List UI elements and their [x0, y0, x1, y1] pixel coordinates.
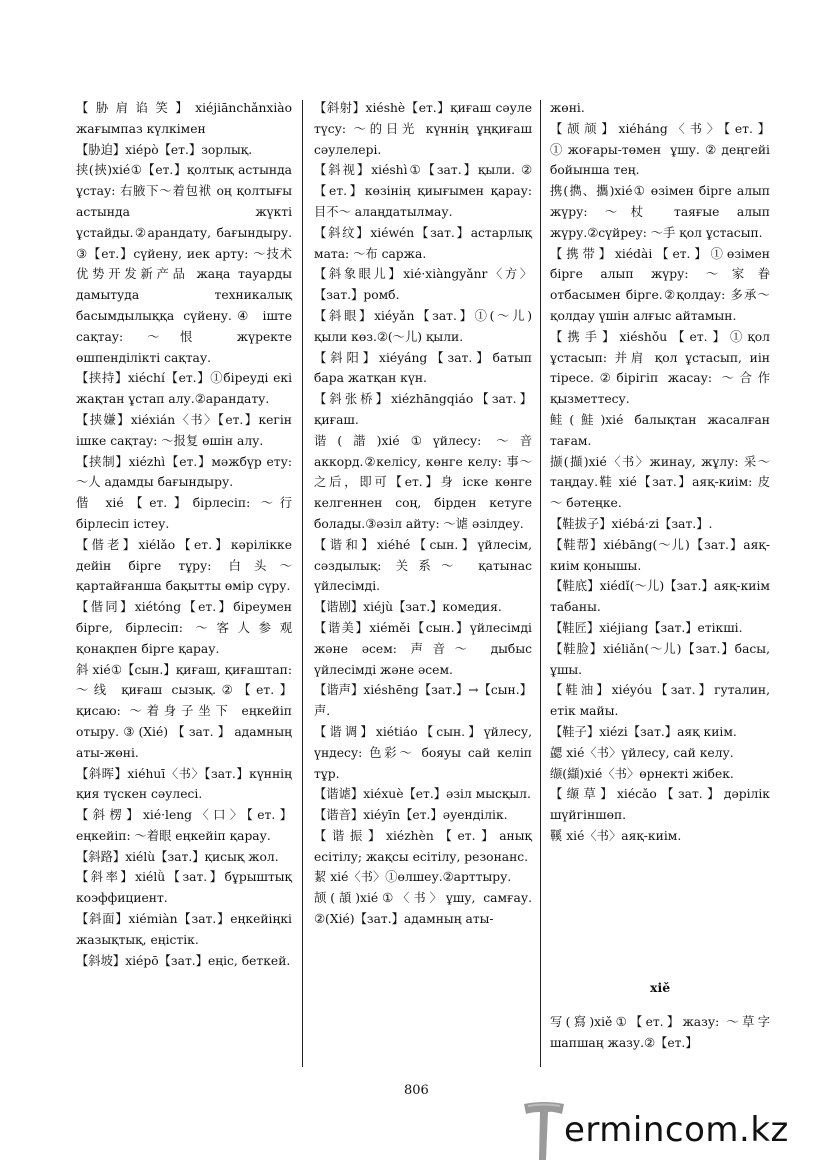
dictionary-entry: 【挟持】xiéchí【ет.】①біреуді екі жақтан ұстап алу.②арандату. — [76, 371, 292, 407]
dictionary-entry: 【谐剧】xiéjù【зат.】комедия. — [314, 600, 502, 615]
dictionary-entry: 【谐振】xiézhèn【ет.】анық есітілу; жақсы есітілу, резонанс. — [314, 828, 532, 864]
dictionary-entry: 【谐声】xiéshēng【зат.】→【сын.】声. — [314, 683, 532, 719]
dictionary-entry: 【斜率】xiélǜ【зат.】бұрыштық коэффициент. — [76, 870, 292, 906]
dictionary-entry: 【谐音】xiéyīn【ет.】әуенділік. — [314, 808, 508, 823]
dictionary-entry: 写(寫)xiě①【ет.】жазу: ～草字 шапшаң жазу.②【ет.】 — [550, 1015, 770, 1050]
dictionary-entry: 斜 xié①【сын.】қиғаш, қиғаштап: ～线 қиғаш сызық.②【ет.】қисаю: ～着身子坐下 еңкейіп отыру.③(Xié)【зат.】адамның аты-жөні. — [76, 662, 292, 760]
dictionary-entry: 【携手】xiéshǒu【ет.】①қол ұстасып: 并肩 қол ұстасып, иін тіресе.②бірігіп жасау: ～合作 қызметтесу. — [550, 329, 770, 407]
dictionary-entry: 【斜路】xiélù【зат.】қисық жол. — [76, 849, 279, 864]
dictionary-entry: 【胁肩谄笑】xiéjiānchǎnxiào жағымпаз күлкімен — [76, 101, 292, 136]
dictionary-entry: 勰 xié〈书〉үйлесу, сай келу. — [550, 745, 734, 760]
dictionary-entry: 【挟制】xiézhì【ет.】мәжбүр ету: ～人 адамды бағындыру. — [76, 454, 292, 490]
dictionary-entry: 絜 xié〈书〉①өлшеу.②арттыру. — [314, 870, 512, 885]
section-entry-block — [550, 1012, 770, 1054]
dictionary-entry: 【鞋脸】xiéliǎn(～儿)【зат.】басы, ұшы. — [550, 641, 770, 677]
logo-text: ermincom.kz — [564, 1110, 789, 1150]
dictionary-entry: 鲑(鮭)xié балықтан жасалған тағам. — [550, 412, 770, 448]
dictionary-entry: 【偕同】xiétóng【ет.】біреумен бірге, бірлесіп: ～客人参观 қонақпен бірге қарау. — [76, 600, 292, 656]
site-logo — [522, 1100, 822, 1164]
page-number: 806 — [404, 1083, 429, 1098]
dictionary-entry: 【谐和】xiéhé【сын.】үйлесім, сәздылық: 关系～ қатынас үйлесімді. — [314, 537, 532, 594]
dictionary-entry: 颉(頡)xié①〈书〉ұшу, самғау. ②(Xié)【зат.】адамның аты- — [314, 891, 532, 927]
dictionary-entry: 【斜纹】xiéwén【зат.】астарлық мата: ～布 саржа. — [314, 225, 532, 261]
dictionary-entry: 【斜射】xiéshè【ет.】қиғаш сәуле түсу: ～的日光 күннің ұңқиғаш сәулелері. — [314, 101, 532, 157]
dictionary-entry: 【鞋子】xiézi【зат.】аяқ киім. — [550, 724, 737, 739]
dictionary-entry: жөні. — [550, 101, 585, 115]
dictionary-entry: 【鞋底】xiédǐ(～儿)【зат.】аяқ-киім табаны. — [550, 579, 770, 615]
dictionary-entry: 谐(諧)xié①үйлесу: ～音 аккорд.②келісу, көнге келу: 事～之后，即可【ет.】身 іске көнге келгеннен соң, бірден кетуге болады.③әзіл айту: ～谑 әзілдеу. — [314, 433, 532, 531]
dictionary-entry: 【谐调】xiétiáo【сын.】үйлесу, үндесу: 色彩～ бояуы сай келіп тұр. — [314, 724, 532, 781]
column-divider — [540, 100, 541, 1067]
column-middle — [314, 98, 532, 930]
dictionary-entry: 【鞋帮】xiébāng(～儿)【зат.】аяқ-киім қонышы. — [550, 537, 770, 573]
dictionary-entry: 【斜象眼儿】xié·xiàngyǎnr〈方〉【зат.】ромб. — [314, 267, 532, 303]
dictionary-entry: 【缬草】xiécǎo【зат.】дәрілік шүйгіншөп. — [550, 787, 770, 823]
column-divider — [302, 100, 303, 1067]
logo-t-icon — [522, 1100, 566, 1162]
section-heading: xiě — [650, 980, 671, 995]
dictionary-entry: 【斜晖】xiéhuī〈书〉【зат.】күннің қия түскен сәулесі. — [76, 766, 292, 802]
dictionary-entry: 缬(纈)xié〈书〉өрнекті жібек. — [550, 766, 734, 781]
dictionary-entry: 【鞋匠】xiéjiang【зат.】етікші. — [550, 620, 743, 635]
dictionary-entry: 【偕老】xiélǎo【ет.】кәрілікке дейін бірге тұру: 白头～ қартайғанша бақытты өмір сүру. — [76, 537, 292, 594]
dictionary-entry: 【斜坡】xiépō【зат.】еңіс, беткей. — [76, 953, 291, 968]
dictionary-entry: 【斜视】xiéshì①【зат.】қыли. ②【ет.】көзінің қиығымен қарау: 目不～ алаңдатылмау. — [314, 163, 532, 219]
dictionary-entry: 【鞋拔子】xiébá·zi【зат.】. — [550, 516, 713, 531]
dictionary-entry: 【胁迫】xiépò【ет.】зорлық. — [76, 142, 253, 157]
dictionary-entry: 【斜阳】xiéyáng【зат.】батып бара жатқан күн. — [314, 350, 532, 386]
dictionary-entry: 【颉颃】xiéháng〈书〉【ет.】①жоғары-төмен ұшу.②деңгейі бойынша тең. — [550, 121, 770, 178]
dictionary-entry: 携(擕、攜)xié① өзімен бірге алып жүру: ～杖 таяғые алып жүру.②сүйреу: ～手 қол ұстасып. — [550, 184, 770, 240]
dictionary-entry: 【斜眼】xiéyǎn【зат.】①(～儿) қыли көз.②(～儿) қыли. — [314, 308, 532, 344]
dictionary-entry: 【谐美】xiéměi【сын.】үйлесімді және әсем: 声音～ дыбыс үйлесімді және әсем. — [314, 620, 532, 677]
column-right — [550, 98, 770, 847]
dictionary-entry: 挟(挾)xié①【ет.】қолтық астында ұстау: 右腋下～着包袱 оң қолтығы астында жүкті ұстайды.②арандату, бағындыру. ③【ет.】сүйену, иек арту: ～技术优势开发新产品 жаңа тауарды дамытуда техникалық басымдылыққа сүйену.④ іште сақтау: ～恨 жүректе өшпенділікті сақтау. — [76, 163, 292, 365]
dictionary-entry: 撷(擷)xié〈书〉жинау, жұлу: 采～ таңдау.鞋 xié【зат.】аяқ-киім: 皮～ бәтеңке. — [550, 454, 770, 511]
dictionary-entry: 【挟嫌】xiéxián〈书〉【ет.】кегін ішке сақтау: ～报复 өшін алу. — [76, 412, 292, 448]
dictionary-entry: 【谐谑】xiéxuè【ет.】әзіл мысқыл. — [314, 787, 531, 802]
dictionary-entry: 【鞋油】xiéyóu【зат.】гуталин, етік майы. — [550, 683, 770, 719]
column-left — [76, 98, 292, 971]
dictionary-entry: 偕 xié【ет.】бірлесіп: ～行 бірлесіп істеу. — [76, 496, 292, 531]
dictionary-entry: 【斜面】xiémiàn【зат.】еңкейіңкі жазықтық, еңістік. — [76, 912, 292, 947]
dictionary-entry: 【携带】xiédài【ет.】①өзімен бірге алып жүру: ～家眷 отбасымен бірге.②қолдау: 多承～ қолдау үшін алғыс айтамын. — [550, 246, 770, 323]
dictionary-entry: 【斜张桥】xiézhāngqiáo【зат.】қиғаш. — [314, 392, 532, 427]
dictionary-entry: 【斜楞】xié·leng〈口〉【ет.】еңкейіп: ～着眼 еңкейіп қарау. — [76, 808, 292, 843]
dictionary-entry: 鞵 xié〈书〉аяқ-киім. — [550, 828, 682, 843]
